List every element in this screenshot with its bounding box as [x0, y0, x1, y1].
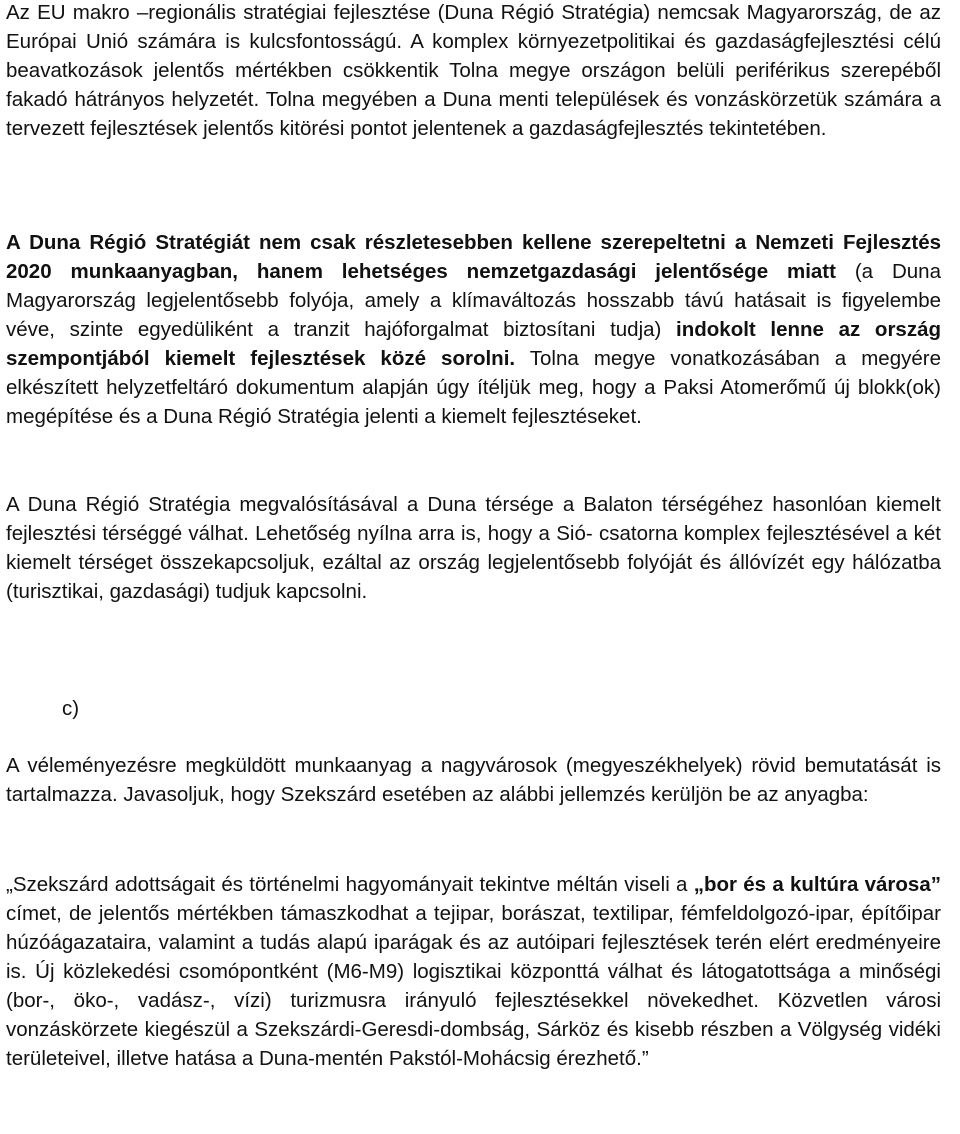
duna-strategy-paragraph [6, 228, 941, 431]
balaton-comparison-paragraph [6, 490, 941, 606]
paragraph-text-1: (a Duna Magyarország legjelentősebb folyója, amely a klímaváltozás hosszabb távú hatásait is figyelembe véve, szinte egyedüliként a tranzit hajóforgalmat biztosítani tudja) [6, 260, 941, 341]
recommendation-paragraph [6, 751, 941, 809]
section-label: c) [62, 697, 80, 720]
intro-text: Az EU makro –regionális stratégiai fejlesztése (Duna Régió Stratégia) nemcsak Magyarország, de az Európai Unió számára is kulcsfontosságú. A komplex környezetpolitikai és gazdaságfejlesztési célú beavatkozások jelentős mértékben csökkentik Tolna megye országon belüli periférikus szerepéből fakadó hátrányos helyzetét. Tolna megyében a Duna menti települések és vonzáskörzetük számára a tervezett fejlesztések jelentős kitörési pontot jelentenek a gazdaságfejlesztés tekintetében. [6, 1, 941, 140]
paragraph-text: A Duna Régió Stratégia megvalósításával a Duna térsége a Balaton térségéhez hasonlóan kiemelt fejlesztési térséggé válhat. Lehetőség nyílna arra is, hogy a Sió- csatorna komplex fejlesztésével a két kiemelt térséget összekapcsoljuk, ezáltal az ország legjelentősebb folyóját és állóvízét egy hálózatba (turisztikai, gazdasági) tudjuk kapcsolni. [6, 493, 941, 603]
paragraph-text: A véleményezésre megküldött munkaanyag a nagyvárosok (megyeszékhelyek) rövid bemutatását is tartalmazza. Javasoljuk, hogy Szekszárd esetében az alábbi jellemzés kerüljön be az anyagba: [6, 754, 941, 806]
szekszard-description-quote [6, 870, 941, 1073]
quote-text-1: „Szekszárd adottságait és történelmi hagyományait tekintve méltán viseli a [6, 873, 694, 896]
quote-text-2: címet, de jelentős mértékben támaszkodhat a tejipar, borászat, textilipar, fémfeldolgozó-ipar, építőipar húzóágazataira, valamint a tudás alapú iparágak és az autóipari fejlesztések terén elért eredményeire is. Új közlekedési csomópontként (M6-M9) logisztikai központtá válhat és látogatottsága a minőségi (bor-, öko-, vadász-, vízi) turizmusra irányuló fejlesztésekkel növekedhet. Közvetlen városi vonzáskörzete kiegészül a Szekszárdi-Geresdi-dombság, Sárköz és kisebb részben a Völgység vidéki területeivel, illetve hatása a Duna-mentén Pakstól-Mohácsig érezhető.” [6, 902, 941, 1070]
paragraph-text-2: Tolna megye vonatkozásában a megyére elkészített helyzetfeltáró dokumentum alapján úgy ítéljük meg, hogy a Paksi Atomerőmű új blokk(ok) megépítése és a Duna Régió Stratégia jelenti a kiemelt fejlesztéseket. [6, 347, 941, 428]
bold-statement-2: indokolt lenne az ország szempontjából kiemelt fejlesztések közé sorolni. [6, 318, 942, 370]
bold-statement-1: A Duna Régió Stratégiát nem csak részletesebben kellene szerepeltetni a Nemzeti Fejlesztés 2020 munkaanyagban, hanem lehetséges nemzetgazdasági jelentősége miatt [6, 231, 941, 283]
city-motto: „bor és a kultúra városa” [693, 873, 941, 896]
intro-paragraph [6, 0, 941, 143]
